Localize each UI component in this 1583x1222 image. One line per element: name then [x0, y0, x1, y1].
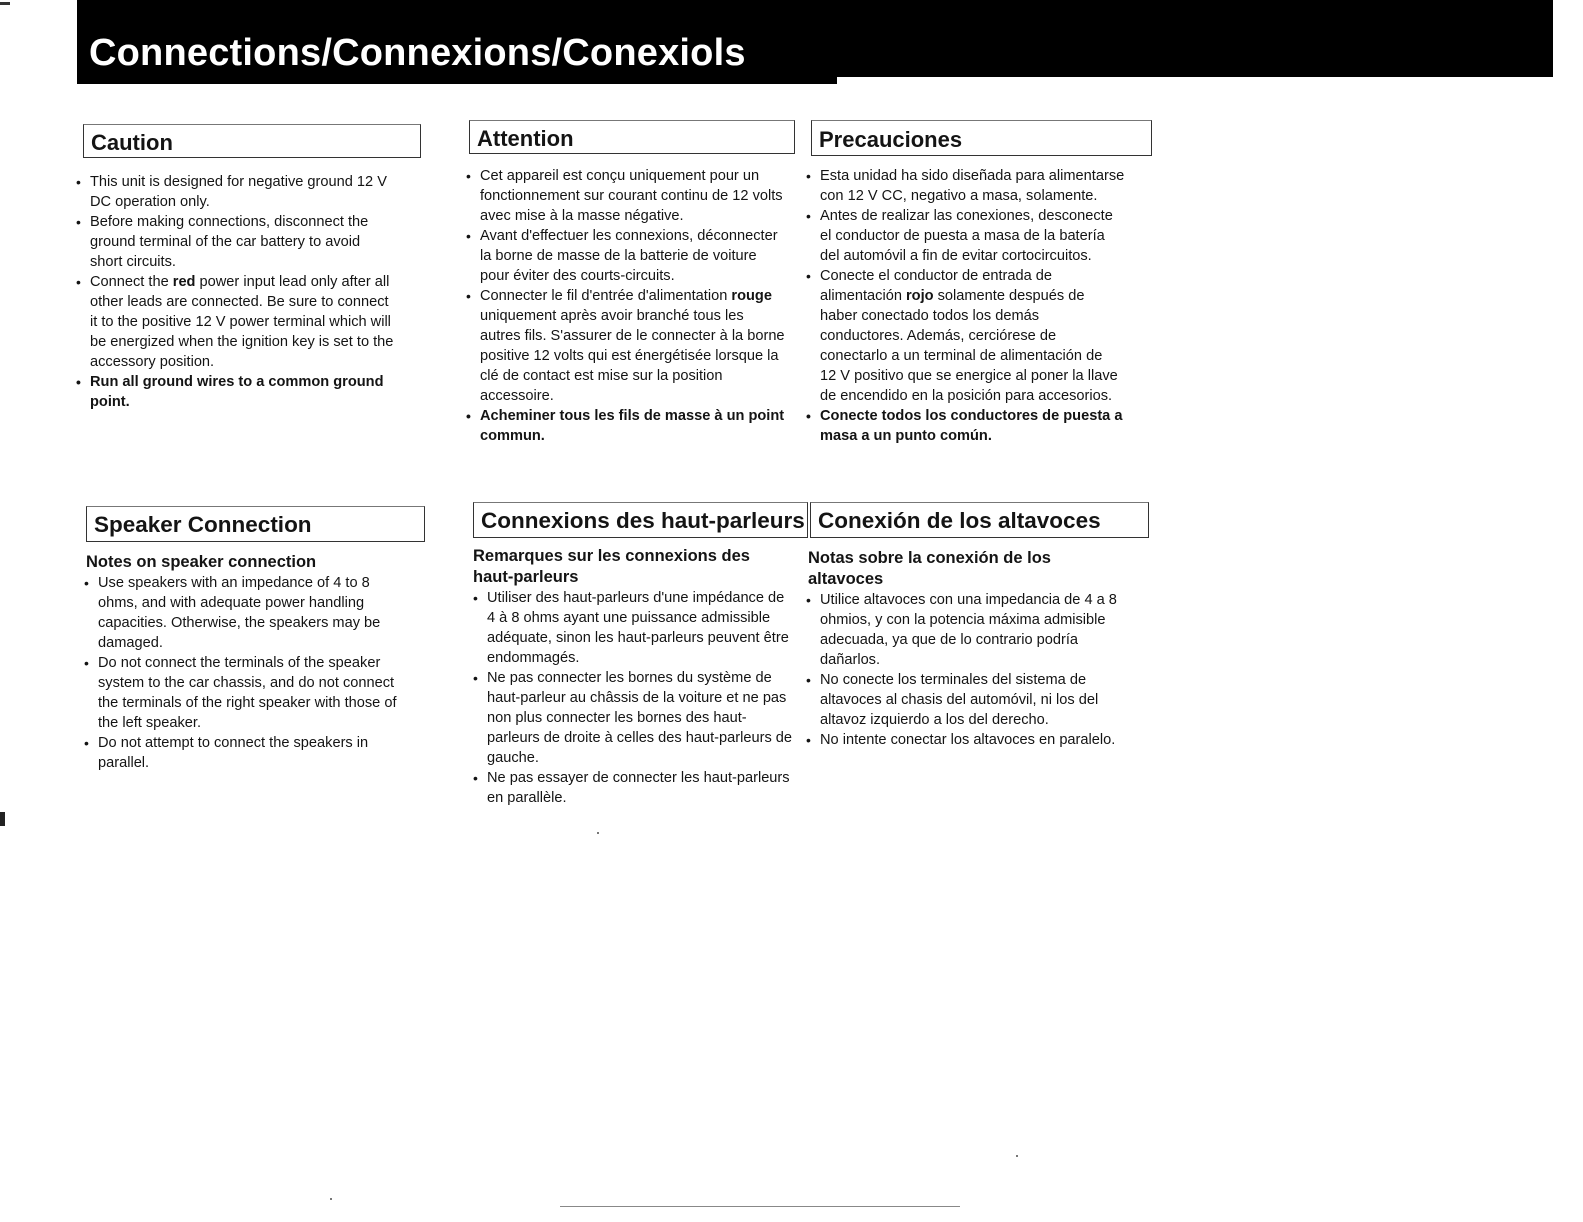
caution-column [76, 172, 426, 412]
list-item: • Esta unidad ha sido diseñada para alimentarse con 12 V CC, negativo a masa, solamente. [806, 166, 1156, 206]
speaker-fr-heading-box [473, 502, 808, 538]
speaker-en-column [86, 552, 431, 773]
precauciones-column [806, 166, 1156, 446]
title-banner-underline [77, 77, 837, 84]
speaker-es-subheading-line-2: altavoces [808, 570, 884, 588]
speaker-es-subheading-line-1: Notas sobre la conexión de los [808, 549, 1051, 567]
list-item: • Conecte todos los conductores de puesta a masa a un punto común. [806, 406, 1156, 446]
scan-speck [597, 832, 599, 834]
list-item: • Before making connections, disconnect the ground terminal of the car battery to avoid short circuits. [76, 212, 426, 272]
list-item: • Utiliser des haut-parleurs d'une impédance de 4 à 8 ohms ayant une puissance admissible adéquate, sinon les haut-parleurs peuvent être endommagés. [473, 588, 818, 668]
caution-list [76, 172, 426, 412]
list-item: • Connect the red power input lead only after all other leads are connected. Be sure to connect it to the positive 12 V power terminal which will be energized when the ignition key is set to the accessory position. [76, 272, 426, 372]
speaker-fr-list [473, 588, 818, 808]
list-item: • Avant d'effectuer les connexions, déconnecter la borne de masse de la batterie de voiture pour éviter des courts-circuits. [466, 226, 811, 286]
speaker-en-heading: Speaker Connection [94, 512, 312, 537]
list-item: • Antes de realizar las conexiones, desconecte el conductor de puesta a masa de la batería del automóvil a fin de evitar cortocircuitos. [806, 206, 1156, 266]
speaker-es-column [806, 548, 1156, 750]
page-title: Connections/Connexions/Conexiols [89, 32, 746, 74]
list-item: • Conecte el conductor de entrada de alimentación rojo solamente después de haber conectado todos los demás conductores. Además, cerciórese de conectarlo a un terminal de alimentación de 12 V positivo que se energice al poner la llave de encendido en la posición para accesorios. [806, 266, 1156, 406]
list-item: • Cet appareil est conçu uniquement pour un fonctionnement sur courant continu de 12 volts avec mise à la masse négative. [466, 166, 811, 226]
list-item: • Do not connect the terminals of the speaker system to the car chassis, and do not connect the terminals of the right speaker with those of the left speaker. [84, 653, 431, 733]
attention-heading: Attention [477, 126, 574, 151]
caution-heading: Caution [91, 130, 173, 155]
scan-edge-mark [0, 812, 5, 826]
speaker-es-heading-box [810, 502, 1149, 538]
precauciones-list [806, 166, 1156, 446]
speaker-fr-heading: Connexions des haut-parleurs [481, 508, 805, 533]
list-item: • Ne pas essayer de connecter les haut-parleurs en parallèle. [473, 768, 818, 808]
list-item: • Do not attempt to connect the speakers in parallel. [84, 733, 431, 773]
list-item: • Utilice altavoces con una impedancia de 4 a 8 ohmios, y con la potencia máxima admisible adecuada, ya que de lo contrario podría dañarlos. [806, 590, 1156, 670]
speaker-fr-column [473, 546, 818, 808]
precauciones-heading-box [811, 120, 1152, 156]
speaker-en-subheading: Notes on speaker connection [86, 553, 317, 571]
list-item: • No conecte los terminales del sistema de altavoces al chasis del automóvil, ni los del altavoz izquierdo a los del derecho. [806, 670, 1156, 730]
scan-speck [330, 1198, 332, 1200]
list-item: • Run all ground wires to a common ground point. [76, 372, 426, 412]
scan-bottom-line [560, 1206, 960, 1207]
list-item: • Use speakers with an impedance of 4 to 8 ohms, and with adequate power handling capacities. Otherwise, the speakers may be damaged. [84, 573, 431, 653]
speaker-fr-subheading-line-1: Remarques sur les connexions des [473, 547, 750, 565]
speaker-es-list [806, 590, 1156, 750]
list-item: • No intente conectar los altavoces en paralelo. [806, 730, 1156, 750]
attention-list [466, 166, 811, 446]
list-item: • Acheminer tous les fils de masse à un point commun. [466, 406, 811, 446]
speaker-en-heading-box [86, 506, 425, 542]
list-item: • This unit is designed for negative ground 12 V DC operation only. [76, 172, 426, 212]
attention-heading-box [469, 120, 795, 154]
precauciones-heading: Precauciones [819, 127, 963, 152]
scan-corner-mark [0, 2, 10, 5]
speaker-fr-subheading-line-2: haut-parleurs [473, 568, 579, 586]
speaker-es-heading: Conexión de los altavoces [818, 508, 1101, 533]
list-item: • Connecter le fil d'entrée d'alimentation rouge uniquement après avoir branché tous les autres fils. S'assurer de le connecter à la borne positive 12 volts qui est énergétisée lorsque la clé de contact est mise sur la position accessoire. [466, 286, 811, 406]
caution-heading-box [83, 124, 421, 158]
scan-speck [1016, 1155, 1018, 1157]
list-item: • Ne pas connecter les bornes du système de haut-parleur au châssis de la voiture et ne pas non plus connecter les bornes des haut- parleurs de droite à celles des haut-parleurs de gauche. [473, 668, 818, 768]
attention-column [466, 166, 811, 446]
title-banner [77, 0, 1553, 77]
speaker-en-list [84, 573, 431, 773]
